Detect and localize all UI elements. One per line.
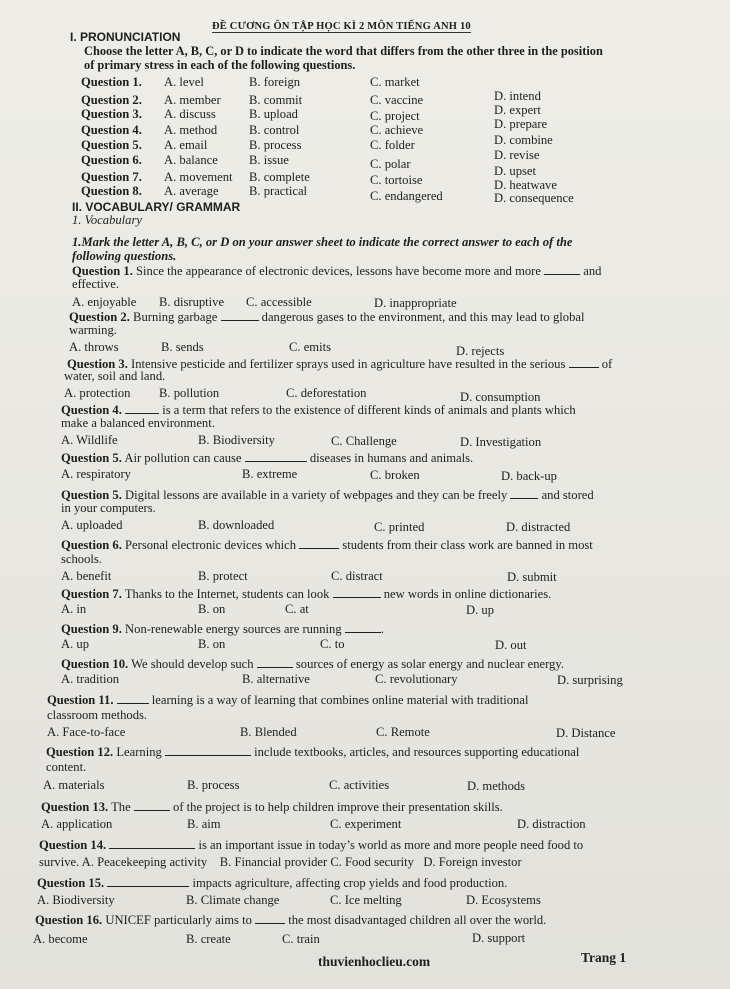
option-b[interactable]: B. aim [187,817,221,831]
option-c[interactable]: C. folder [370,138,415,152]
option-d[interactable]: D. up [466,603,494,617]
stem-text: Intensive pesticide and fertilizer sprays used in agriculture have resulted in the serious [131,357,566,371]
option-c[interactable]: C. Challenge [331,434,397,448]
vocab-q11-stem [47,693,528,707]
option-a[interactable]: A. throws [69,340,119,354]
vocab-q4-stem [61,403,576,417]
answer-blank[interactable] [569,357,599,368]
stem-text: include textbooks, articles, and resources supporting educational [254,745,580,759]
option-b[interactable]: B. protect [198,569,248,583]
option-d[interactable]: D. heatwave [494,178,557,192]
stem-text: Learning [116,745,162,759]
option-a[interactable]: A. balance [164,153,218,167]
pronunciation-instruction-line-2: of primary stress in each of the following questions. [84,58,356,72]
option-c[interactable]: C. activities [329,778,390,792]
vocab-q2-stem [69,310,584,324]
option-b[interactable]: B. process [187,778,240,792]
option-c[interactable]: C. deforestation [286,386,367,400]
option-c[interactable]: C. broken [370,468,420,482]
option-d[interactable]: D. out [495,638,527,652]
question-label: Question 2. [69,310,130,324]
option-b[interactable]: B. issue [249,153,289,167]
option-a[interactable]: A. Wildlife [61,433,118,447]
option-c[interactable]: C. revolutionary [375,672,458,686]
option-d[interactable]: D. submit [507,570,557,584]
option-d[interactable]: D. Investigation [460,435,542,449]
stem-text: diseases in humans and animals. [309,451,474,465]
stem-text: is an important issue in today’s world as more and more people need food to [198,838,584,852]
question-label: Question 6. [61,538,122,552]
stem-text: Non-renewable energy sources are running [125,622,342,636]
vocabulary-instruction-line-2: following questions. [72,249,177,263]
option-d[interactable]: D. back-up [501,469,557,483]
question-label: Question 14. [39,838,107,852]
question-label: Question 8. [81,184,142,198]
vocab-q4-stem-cont: make a balanced environment. [61,416,215,430]
option-b[interactable]: B. upload [249,107,298,121]
option-b[interactable]: B. sends [161,340,204,354]
stem-text: new words in online dictionaries. [383,587,552,601]
answer-blank[interactable] [245,451,307,462]
vocabulary-instruction-line-1: 1.Mark the letter A, B, C, or D on your answer sheet to indicate the correct answer to each of the [72,235,573,249]
vocab-q9-stem [61,622,384,636]
option-a[interactable]: A. materials [43,778,105,792]
footer-page-number: Trang 1 [581,950,627,965]
option-b[interactable]: B. foreign [249,75,301,89]
stem-text: The [111,800,131,814]
option-b[interactable]: B. disruptive [159,295,225,309]
question-label: Question 9. [61,622,122,636]
vocab-q16-stem [35,913,546,927]
option-b[interactable]: B. pollution [159,386,220,400]
question-label: Question 11. [47,693,114,707]
option-b[interactable]: B. control [249,123,300,137]
vocab-q5a-stem [61,451,473,465]
option-a[interactable]: A. movement [164,170,233,184]
option-c[interactable]: C. train [282,932,320,946]
question-label: Question 5. [81,138,142,152]
vocabulary-heading: II. VOCABULARY/ GRAMMAR [72,200,241,214]
stem-text: the most disadvantaged children all over the world. [288,913,547,927]
stem-text: of the project is to help children improve their presentation skills. [173,800,503,814]
option-a[interactable]: A. discuss [164,107,216,121]
vocab-q14-stem [39,838,583,852]
question-label: Question 16. [35,913,103,927]
option-b[interactable]: B. alternative [242,672,310,686]
vocab-q3-stem-cont: water, soil and land. [64,369,166,383]
answer-blank[interactable] [221,310,259,321]
option-d[interactable]: D. support [472,931,526,945]
answer-blank[interactable] [345,622,381,633]
option-a[interactable]: A. up [61,637,89,651]
question-label: Question 12. [46,745,114,759]
answer-blank[interactable] [299,538,339,549]
option-b[interactable]: B. commit [249,93,303,107]
option-d[interactable]: D. distraction [517,817,586,831]
vocab-q2-stem-cont: warming. [69,323,117,337]
option-c[interactable]: C. endangered [370,189,443,203]
question-label: Question 1. [81,75,142,89]
stem-text: Since the appearance of electronic devices, lessons have become more and more [136,264,541,278]
stem-text: Personal electronic devices which [125,538,297,552]
option-c[interactable]: C. at [285,602,309,616]
vocab-q13-stem [41,800,503,814]
stem-text: Air pollution can cause [124,451,242,465]
question-label: Question 13. [41,800,109,814]
vocab-q5b-stem [61,488,594,502]
question-label: Question 5. [61,488,122,502]
option-a[interactable]: A. benefit [61,569,112,583]
option-d[interactable]: D. methods [467,779,526,793]
option-c[interactable]: C. project [370,109,420,123]
stem-text: Digital lessons are available in a variety of webpages and they can be freely [125,488,508,502]
question-label: Question 3. [67,357,128,371]
vocabulary-subheading: 1. Vocabulary [72,213,142,227]
option-a[interactable]: A. uploaded [61,518,123,532]
question-label: Question 1. [72,264,133,278]
vocab-q10-stem [61,657,564,671]
stem-text: sources of energy as solar energy and nuclear energy. [295,657,564,671]
pronunciation-heading: I. PRONUNCIATION [70,30,181,44]
option-a[interactable]: A. tradition [61,672,120,686]
option-b[interactable]: B. complete [249,170,310,184]
option-d[interactable]: D. Distance [556,726,616,740]
option-c[interactable]: C. Remote [376,725,430,739]
option-d[interactable]: D. revise [494,148,540,162]
option-a[interactable]: A. become [33,932,88,946]
option-b[interactable]: B. downloaded [198,518,275,532]
option-d[interactable]: D. consequence [494,191,574,205]
vocab-q6-stem [61,538,593,552]
option-a[interactable]: A. respiratory [61,467,131,481]
stem-text: is a term that refers to the existence of different kinds of animals and plants which [162,403,576,417]
option-c[interactable]: C. accessible [246,295,312,309]
document-title: ĐỀ CƯƠNG ÔN TẬP HỌC KÌ 2 MÔN TIẾNG ANH 10 [212,21,471,32]
option-a[interactable]: A. method [164,123,218,137]
vocab-q12-stem-cont: content. [46,760,87,774]
option-c[interactable]: C. market [370,75,420,89]
stem-text: Burning garbage [133,310,218,324]
option-b[interactable]: B. Biodiversity [198,433,275,447]
question-label: Question 4. [61,403,122,417]
answer-blank[interactable] [257,657,293,668]
option-d[interactable]: D. distracted [506,520,571,534]
option-b[interactable]: B. extreme [242,467,298,481]
option-a[interactable]: A. Face-to-face [47,725,126,739]
option-b[interactable]: B. on [198,602,226,616]
option-d[interactable]: D. expert [494,103,541,117]
question-label: Question 4. [81,123,142,137]
vocab-q1-stem-cont: effective. [72,277,119,291]
vocab-q15-stem [37,876,507,890]
option-d[interactable]: D. inappropriate [374,296,457,310]
stem-text: students from their class work are banned in most [342,538,593,552]
stem-text: UNICEF particularly aims to [105,913,252,927]
option-d[interactable]: D. consumption [460,390,541,404]
option-c[interactable]: C. distract [331,569,383,583]
vocab-q12-stem [46,745,579,759]
option-d[interactable]: D. surprising [557,673,623,687]
answer-blank[interactable] [544,264,580,275]
stem-text: We should develop such [131,657,254,671]
option-d[interactable]: D. intend [494,89,541,103]
option-c[interactable]: C. vaccine [370,93,424,107]
stem-text: and [583,264,602,278]
question-label: Question 7. [81,170,142,184]
stem-text: . [380,622,384,636]
question-label: Question 7. [61,587,122,601]
option-d[interactable]: D. Ecosystems [466,893,541,907]
option-c[interactable]: C. experiment [330,817,402,831]
option-c[interactable]: C. polar [370,157,411,171]
stem-text: of [601,357,613,371]
stem-text: and stored [541,488,594,502]
answer-blank[interactable] [255,913,285,924]
vocab-q6-stem-cont: schools. [61,552,102,566]
vocab-q7-stem [61,587,551,601]
option-d[interactable]: D. prepare [494,117,548,131]
question-label: Question 2. [81,93,142,107]
option-c[interactable]: C. emits [289,340,331,354]
option-a[interactable]: A. Biodiversity [37,893,115,907]
option-d[interactable]: D. rejects [456,344,505,358]
stem-text: learning is a way of learning that combines online material with traditional [151,693,529,707]
answer-blank[interactable] [125,403,159,414]
option-a[interactable]: A. in [61,602,87,616]
option-a[interactable]: A. email [164,138,208,152]
option-b[interactable]: B. practical [249,184,308,198]
vocab-q1-stem [72,264,601,278]
option-b[interactable]: B. Blended [240,725,297,739]
question-label: Question 3. [81,107,142,121]
option-c[interactable]: C. achieve [370,123,424,137]
option-b[interactable]: B. Climate change [186,893,280,907]
vocab-q14-stem-options: survive. A. Peacekeeping activity B. Financial provider C. Food security D. Foreign investor [39,855,522,869]
answer-blank[interactable] [333,587,381,598]
option-c[interactable]: C. to [320,637,345,651]
option-a[interactable]: A. enjoyable [72,295,137,309]
question-label: Question 6. [81,153,142,167]
pronunciation-instruction-line-1: Choose the letter A, B, C, or D to indicate the word that differs from the other three in the position [84,44,603,58]
option-b[interactable]: B. create [186,932,231,946]
stem-text: Thanks to the Internet, students can look [124,587,330,601]
stem-text: dangerous gases to the environment, and this may lead to global [261,310,585,324]
question-label: Question 15. [37,876,105,890]
option-a[interactable]: A. average [164,184,219,198]
footer-site-name: thuvienhoclieu.com [318,954,431,969]
answer-blank[interactable] [107,876,189,887]
option-d[interactable]: D. combine [494,133,553,147]
option-a[interactable]: A. member [164,93,221,107]
question-label: Question 10. [61,657,129,671]
answer-blank[interactable] [117,693,149,704]
answer-blank[interactable] [165,745,251,756]
question-label: Question 5. [61,451,122,465]
option-a[interactable]: A. application [41,817,113,831]
option-c[interactable]: C. printed [374,520,425,534]
option-c[interactable]: C. Ice melting [330,893,402,907]
vocab-q5b-stem-cont: in your computers. [61,501,156,515]
answer-blank[interactable] [134,800,170,811]
vocab-q11-stem-cont: classroom methods. [47,708,148,722]
option-a[interactable]: A. level [164,75,204,89]
option-c[interactable]: C. tortoise [370,173,423,187]
answer-blank[interactable] [510,488,538,499]
answer-blank[interactable] [109,838,195,849]
option-a[interactable]: A. protection [64,386,131,400]
option-b[interactable]: B. on [198,637,226,651]
option-d[interactable]: D. upset [494,164,536,178]
option-b[interactable]: B. process [249,138,302,152]
stem-text: impacts agriculture, affecting crop yields and food production. [192,876,508,890]
